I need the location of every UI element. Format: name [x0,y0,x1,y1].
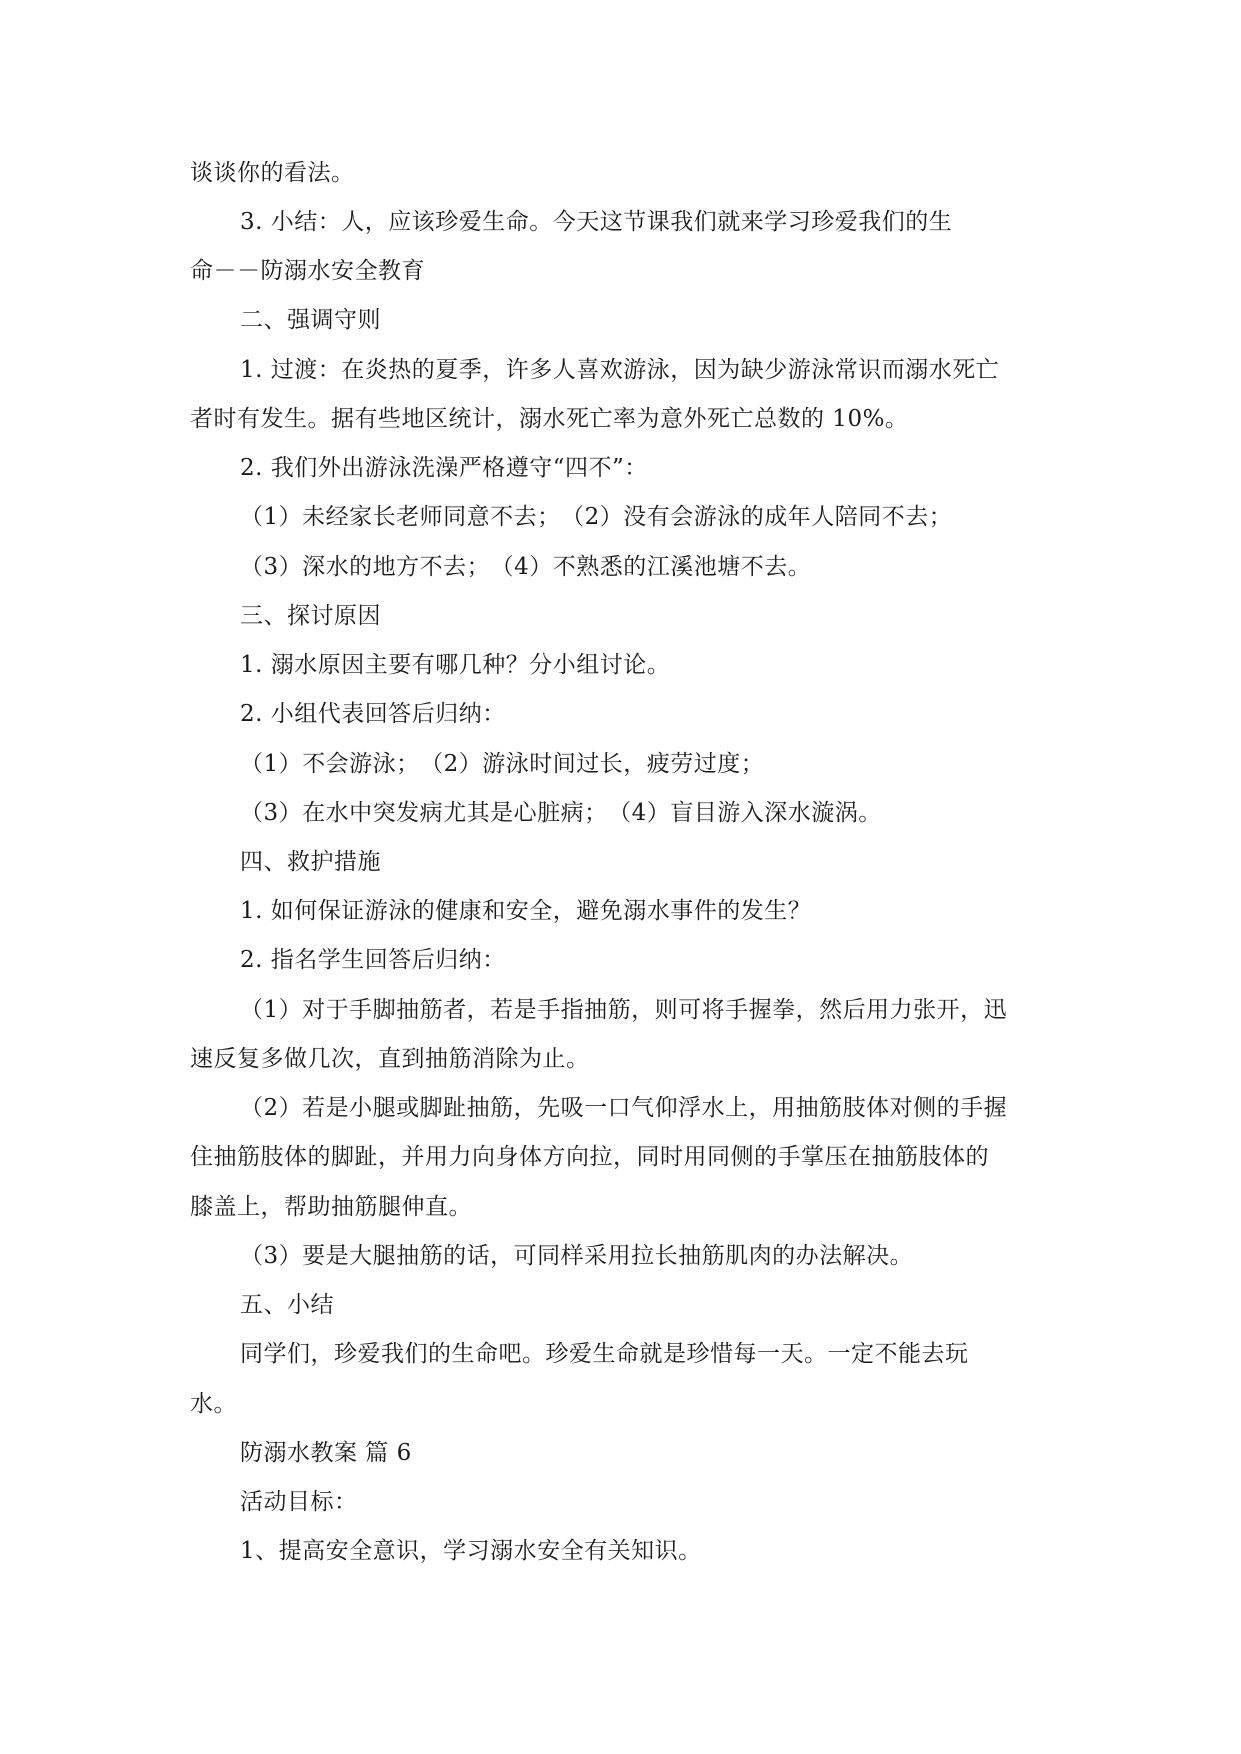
text-line: 谈谈你的看法。 [190,160,355,186]
text-line: 1. 如何保证游泳的健康和安全，避免溺水事件的发生？ [240,898,812,924]
section-heading: 四、救护措施 [240,849,381,875]
text-line: 活动目标： [240,1489,358,1515]
section-heading: 五、小结 [240,1292,334,1318]
text-line: （1）未经家长老师同意不去； （2）没有会游泳的成年人陪同不去； [240,504,953,530]
text-line: 水。 [190,1391,237,1417]
text-line: 1、提高安全意识，学习溺水安全有关知识。 [240,1538,702,1564]
text-line: 2. 小组代表回答后归纳： [240,701,506,727]
text-line: 速反复多做几次，直到抽筋消除为止。 [190,1046,590,1072]
text-line: 命－－防溺水安全教育 [190,258,425,284]
text-line: 2. 指名学生回答后归纳： [240,947,506,973]
text-line: 同学们，珍爱我们的生命吧。珍爱生命就是珍惜每一天。一定不能去玩 [240,1341,969,1367]
section-heading: 防溺水教案 篇 6 [240,1440,412,1466]
text-line: （1）不会游泳； （2）游泳时间过长，疲劳过度； [240,751,765,777]
text-line: （3）深水的地方不去； （4）不熟悉的江溪池塘不去。 [240,554,812,580]
text-line: 2. 我们外出游泳洗澡严格遵守“四不”： [240,455,648,481]
section-heading: 三、探讨原因 [240,603,381,629]
text-line: 住抽筋肢体的脚趾，并用力向身体方向拉，同时用同侧的手掌压在抽筋肢体的 [190,1144,989,1170]
text-line: （3）在水中突发病尤其是心脏病； （4）盲目游入深水漩涡。 [240,800,882,826]
section-heading: 二、强调守则 [240,307,381,333]
text-line: 膝盖上，帮助抽筋腿伸直。 [190,1194,472,1220]
text-line: （3）要是大腿抽筋的话，可同样采用拉长抽筋肌肉的办法解决。 [240,1243,914,1269]
text-line: 者时有发生。据有些地区统计，溺水死亡率为意外死亡总数的 10%。 [190,406,909,432]
text-line: 1. 溺水原因主要有哪几种？分小组讨论。 [240,652,671,678]
text-line: （2）若是小腿或脚趾抽筋，先吸一口气仰浮水上，用抽筋肢体对侧的手握 [240,1095,1008,1121]
text-line: 1. 过渡：在炎热的夏季，许多人喜欢游泳，因为缺少游泳常识而溺水死亡 [240,357,1000,383]
text-line: （1）对于手脚抽筋者，若是手指抽筋，则可将手握拳，然后用力张开，迅 [240,997,1008,1023]
text-line: 3. 小结：人，应该珍爱生命。今天这节课我们就来学习珍爱我们的生 [240,209,953,235]
